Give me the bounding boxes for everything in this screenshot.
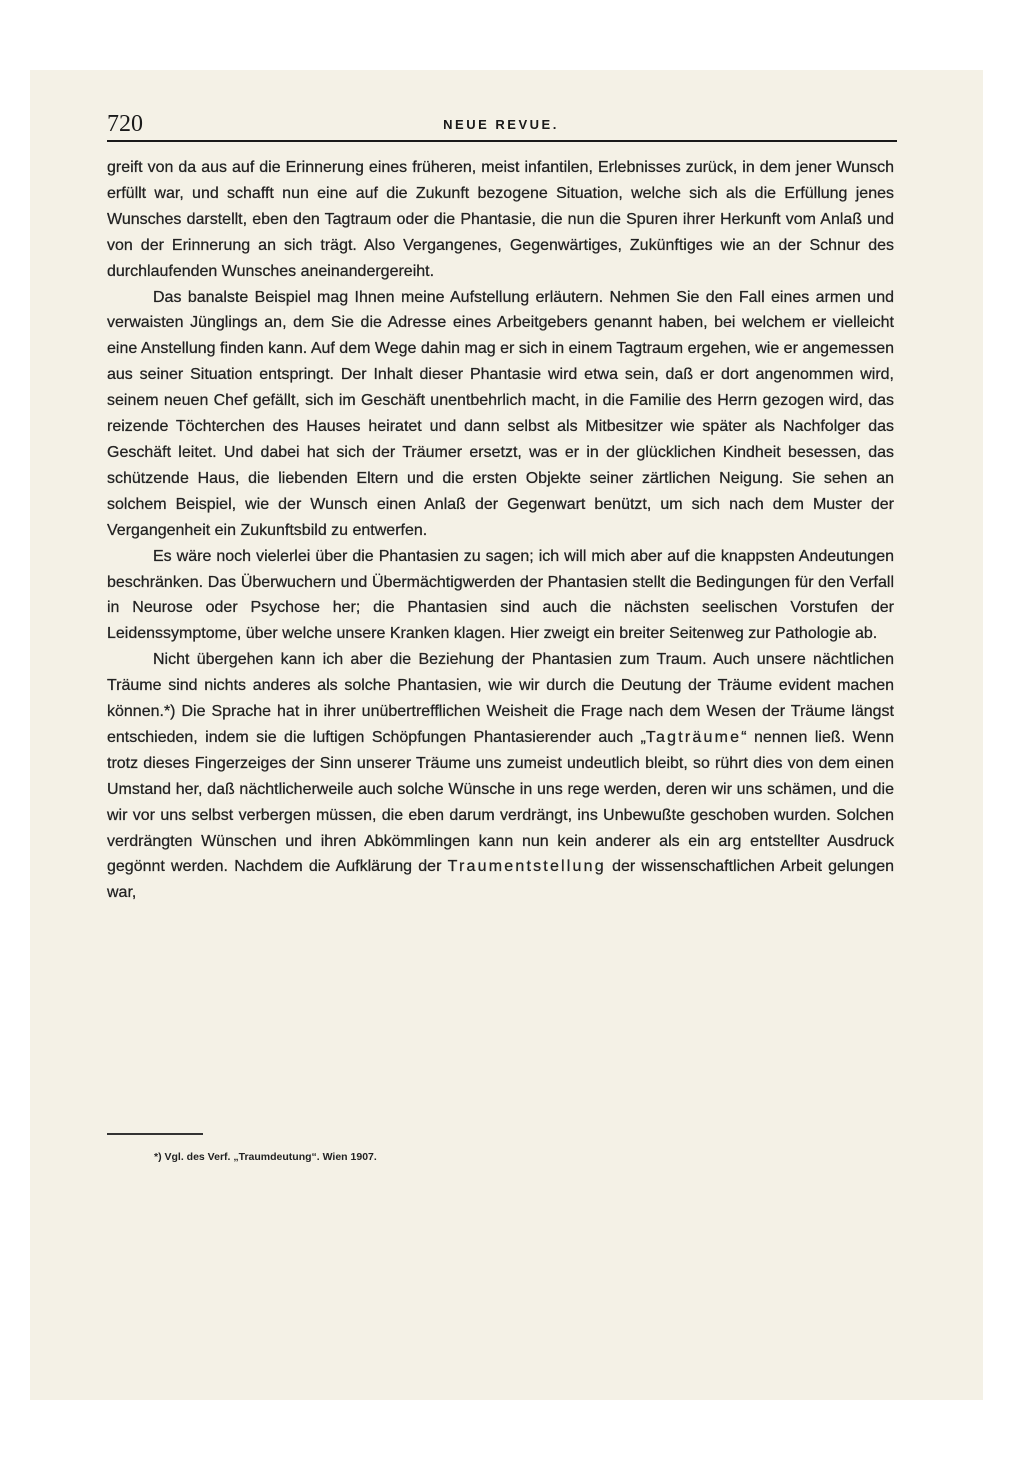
body-text [107, 155, 894, 906]
page-number: 720 [107, 111, 143, 137]
paragraph-3: Es wäre noch vielerlei über die Phantasien zu sagen; ich will mich aber auf die knappsten Andeutungen beschränken. Das Überwuchern und Übermächtigwerden der Phantasien stellt die Bedingungen für den Verfall in Neurose oder Psychose her; die Phantasien sind auch die nächsten seelischen Vorstufen der Leidenssymptome, über welche unsere Kranken klagen. Hier zweigt ein breiter Seitenweg zur Pathologie ab. [107, 547, 894, 643]
paragraph-2: Das banalste Beispiel mag Ihnen meine Aufstellung erläutern. Nehmen Sie den Fall eines armen und verwaisten Jünglings an, dem Sie die Adresse eines Arbeitgebers genannt haben, bei welchem er vielleicht eine Anstellung finden kann. Auf dem Wege dahin mag er sich in einem Tagtraum ergehen, wie er angemessen aus seiner Situation entspringt. Der Inhalt dieser Phantasie wird etwa sein, daß er dort angenommen wird, seinem neuen Chef gefällt, sich im Geschäft unentbehrlich macht, in die Familie des Herrn gezogen wird, das reizende Töchterchen des Hauses heiratet und dann selbst als Mitbesitzer wie später als Nachfolger das Geschäft leitet. Und dabei hat sich der Träumer ersetzt, was er in der glücklichen Kindheit besessen, das schützende Haus, die liebenden Eltern und die ersten Objekte seiner zärtlichen Neigung. Sie sehen an solchem Beispiel, wie der Wunsch einen Anlaß der Gegenwart benützt, um sich nach dem Muster der Vergangenheit ein Zukunftsbild zu entwerfen. [107, 288, 894, 539]
paragraph-1: greift von da aus auf die Erinnerung eines früheren, meist infantilen, Erlebnisses zurück, in dem jener Wunsch erfüllt war, und schafft nun eine auf die Zukunft bezogene Situation, welche sich als die Erfüllung jenes Wunsches darstellt, eben den Tagtraum oder die Phantasie, die nun die Spuren ihrer Herkunft vom Anlaß und von der Erinnerung an sich trägt. Also Vergangenes, Gegenwärtiges, Zukünftiges wie an der Schnur des durchlaufenden Wunsches aneinandergereiht. [107, 159, 894, 280]
running-title: NEUE REVUE. [443, 117, 559, 132]
footnote: *) Vgl. des Verf. „Traumdeutung“. Wien 1907. [154, 1151, 377, 1163]
page-header [107, 108, 895, 140]
spaced-term-traumentstellung: Traumentstellung [447, 858, 606, 876]
footnote-rule [107, 1133, 203, 1135]
paragraph-4 [107, 647, 894, 906]
paragraph-4-part-2: “ nennen ließ. Wenn trotz dieses Fingerzeiges der Sinn unserer Träume uns zumeist undeutlich bleibt, so rührt dies von dem einen Umstand her, daß nächtlicherweile auch solche Wünsche in uns rege werden, deren wir uns schämen, und die wir vor uns selbst verbergen müssen, die eben darum verdrängt, ins Unbewußte geschoben wurden. Solchen verdrängten Wünschen und ihren Abkömmlingen kann nun kein anderer als ein arg entstellter Ausdruck gegönnt werden. Nachdem die Aufklärung der [107, 728, 894, 876]
spaced-term-tagtraeume: Tagträume [645, 728, 742, 746]
paragraph-4-part-1: Nicht übergehen kann ich aber die Beziehung der Phantasien zum Traum. Auch unsere nächtlichen Träume sind nichts anderes als solche Phantasien, wie wir durch die Deutung der Träume evident machen können.*) Die Sprache hat in ihrer unübertrefflichen Weisheit die Frage nach dem Wesen der Träume längst entschieden, indem sie die luftigen Schöpfungen Phantasierender auch „ [107, 651, 894, 746]
paragraph-4-part-3: der wissenschaftlichen Arbeit gelungen war, [107, 858, 895, 902]
header-rule [107, 140, 897, 142]
